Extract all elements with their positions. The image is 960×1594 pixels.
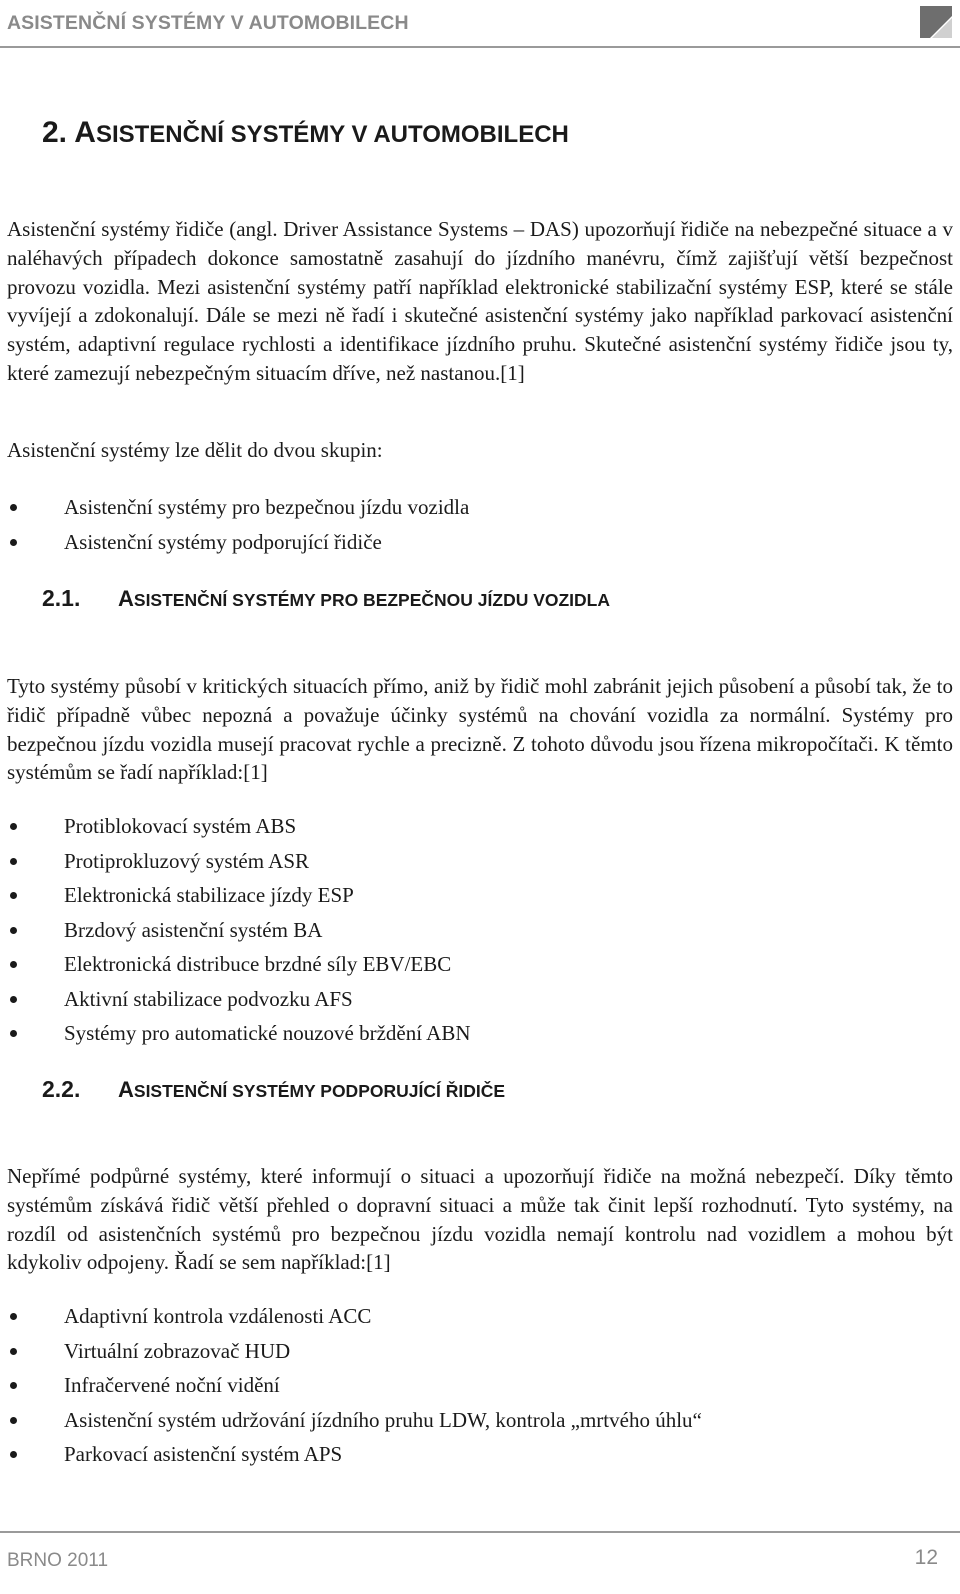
bullet-icon <box>10 1417 17 1424</box>
list-item: Protiprokluzový systém ASR <box>0 844 471 879</box>
header-divider <box>0 46 960 48</box>
safety-systems-list <box>0 809 471 1051</box>
bullet-icon <box>10 996 17 1003</box>
section-number: 2.1. <box>42 585 81 611</box>
list-item: Adaptivní kontrola vzdálenosti ACC <box>0 1299 702 1334</box>
section-title: ASISTENČNÍ SYSTÉMY PRO BEZPEČNOU JÍZDU VOZIDLA <box>118 586 611 611</box>
bullet-icon <box>10 1382 17 1389</box>
list-item: Infračervené noční vidění <box>0 1368 702 1403</box>
list-item: Asistenční systémy podporující řidiče <box>0 525 469 560</box>
bullet-icon <box>10 858 17 865</box>
list-item: Parkovací asistenční systém APS <box>0 1437 702 1472</box>
list-item: Elektronická stabilizace jízdy ESP <box>0 878 471 913</box>
section-title: ASISTENČNÍ SYSTÉMY PODPORUJÍCÍ ŘIDIČE <box>118 1077 506 1102</box>
section-heading-2-2 <box>42 1076 505 1103</box>
groups-list <box>0 490 469 559</box>
bullet-icon <box>10 1451 17 1458</box>
bullet-icon <box>10 961 17 968</box>
driver-support-list <box>0 1299 702 1472</box>
bullet-icon <box>10 1348 17 1355</box>
list-item: Systémy pro automatické nouzové brždění ABN <box>0 1016 471 1051</box>
groups-lead: Asistenční systémy lze dělit do dvou skupin: <box>7 438 383 462</box>
chapter-title: ASISTENČNÍ SYSTÉMY V AUTOMOBILECH <box>74 116 569 149</box>
section-heading-2-1 <box>42 585 610 612</box>
bullet-icon <box>10 927 17 934</box>
section-2-2-paragraph: Nepřímé podpůrné systémy, které informují o situaci a upozorňují řidiče na možná nebezpečí. Díky těmto systémům získává řidič větší přehled o dopravní situaci a může tak činit lepší rozhodnutí. Tyto systémy, na rozdíl od asistenčních systémů pro bezpečnou jízdu vozidla nemají kontrolu nad vozidlem a mohou být kdykoliv odpojeny. Řadí se sem například:[1] <box>7 1164 953 1275</box>
list-item: Brzdový asistenční systém BA <box>0 913 471 948</box>
list-item: Elektronická distribuce brzdné síly EBV/EBC <box>0 947 471 982</box>
running-header: ASISTENČNÍ SYSTÉMY V AUTOMOBILECH <box>7 12 409 34</box>
bullet-icon <box>10 892 17 899</box>
bullet-icon <box>10 823 17 830</box>
bullet-icon <box>10 504 17 511</box>
list-item: Asistenční systém udržování jízdního pruhu LDW, kontrola „mrtvého úhlu“ <box>0 1403 702 1438</box>
chapter-heading <box>42 116 569 150</box>
document-corner-icon <box>920 6 952 38</box>
list-item: Aktivní stabilizace podvozku AFS <box>0 982 471 1017</box>
footer-location: BRNO 2011 <box>7 1550 109 1571</box>
list-item: Virtuální zobrazovač HUD <box>0 1334 702 1369</box>
section-number: 2.2. <box>42 1076 81 1102</box>
chapter-number: 2. <box>42 116 68 149</box>
footer-divider <box>0 1531 960 1533</box>
list-item: Protiblokovací systém ABS <box>0 809 471 844</box>
list-item: Asistenční systémy pro bezpečnou jízdu vozidla <box>0 490 469 525</box>
bullet-icon <box>10 1030 17 1037</box>
intro-paragraph: Asistenční systémy řidiče (angl. Driver Assistance Systems – DAS) upozorňují řidiče na nebezpečné situace a v naléhavých případech dokonce samostatně zasahují do jízdního manévru, čímž zajišťují větší bezpečnost provozu vozidla. Mezi asistenční systémy patří například elektronické stabilizační systémy ESP, které se stále vyvíjejí a zdokonalují. Dále se mezi ně řadí i skutečné asistenční systémy jako například parkovací asistenční systém, adaptivní regulace rychlosti a identifikace jízdního pruhu. Skutečné asistenční systémy řidiče jsou ty, které zamezují nebezpečným situacím dříve, než nastanou.[1] <box>7 217 953 385</box>
bullet-icon <box>10 1313 17 1320</box>
page-number: 12 <box>914 1546 938 1569</box>
bullet-icon <box>10 539 17 546</box>
section-2-1-paragraph: Tyto systémy působí v kritických situacích přímo, aniž by řidič mohl zabránit jejich působení a působí tak, že to řidič případně vůbec nepozná a považuje účinky systémů na chování vozidla za normální. Systémy pro bezpečnou jízdu vozidla musejí pracovat rychle a precizně. Z tohoto důvodu jsou řízena mikropočítači. K těmto systémům se řadí například:[1] <box>7 674 953 785</box>
